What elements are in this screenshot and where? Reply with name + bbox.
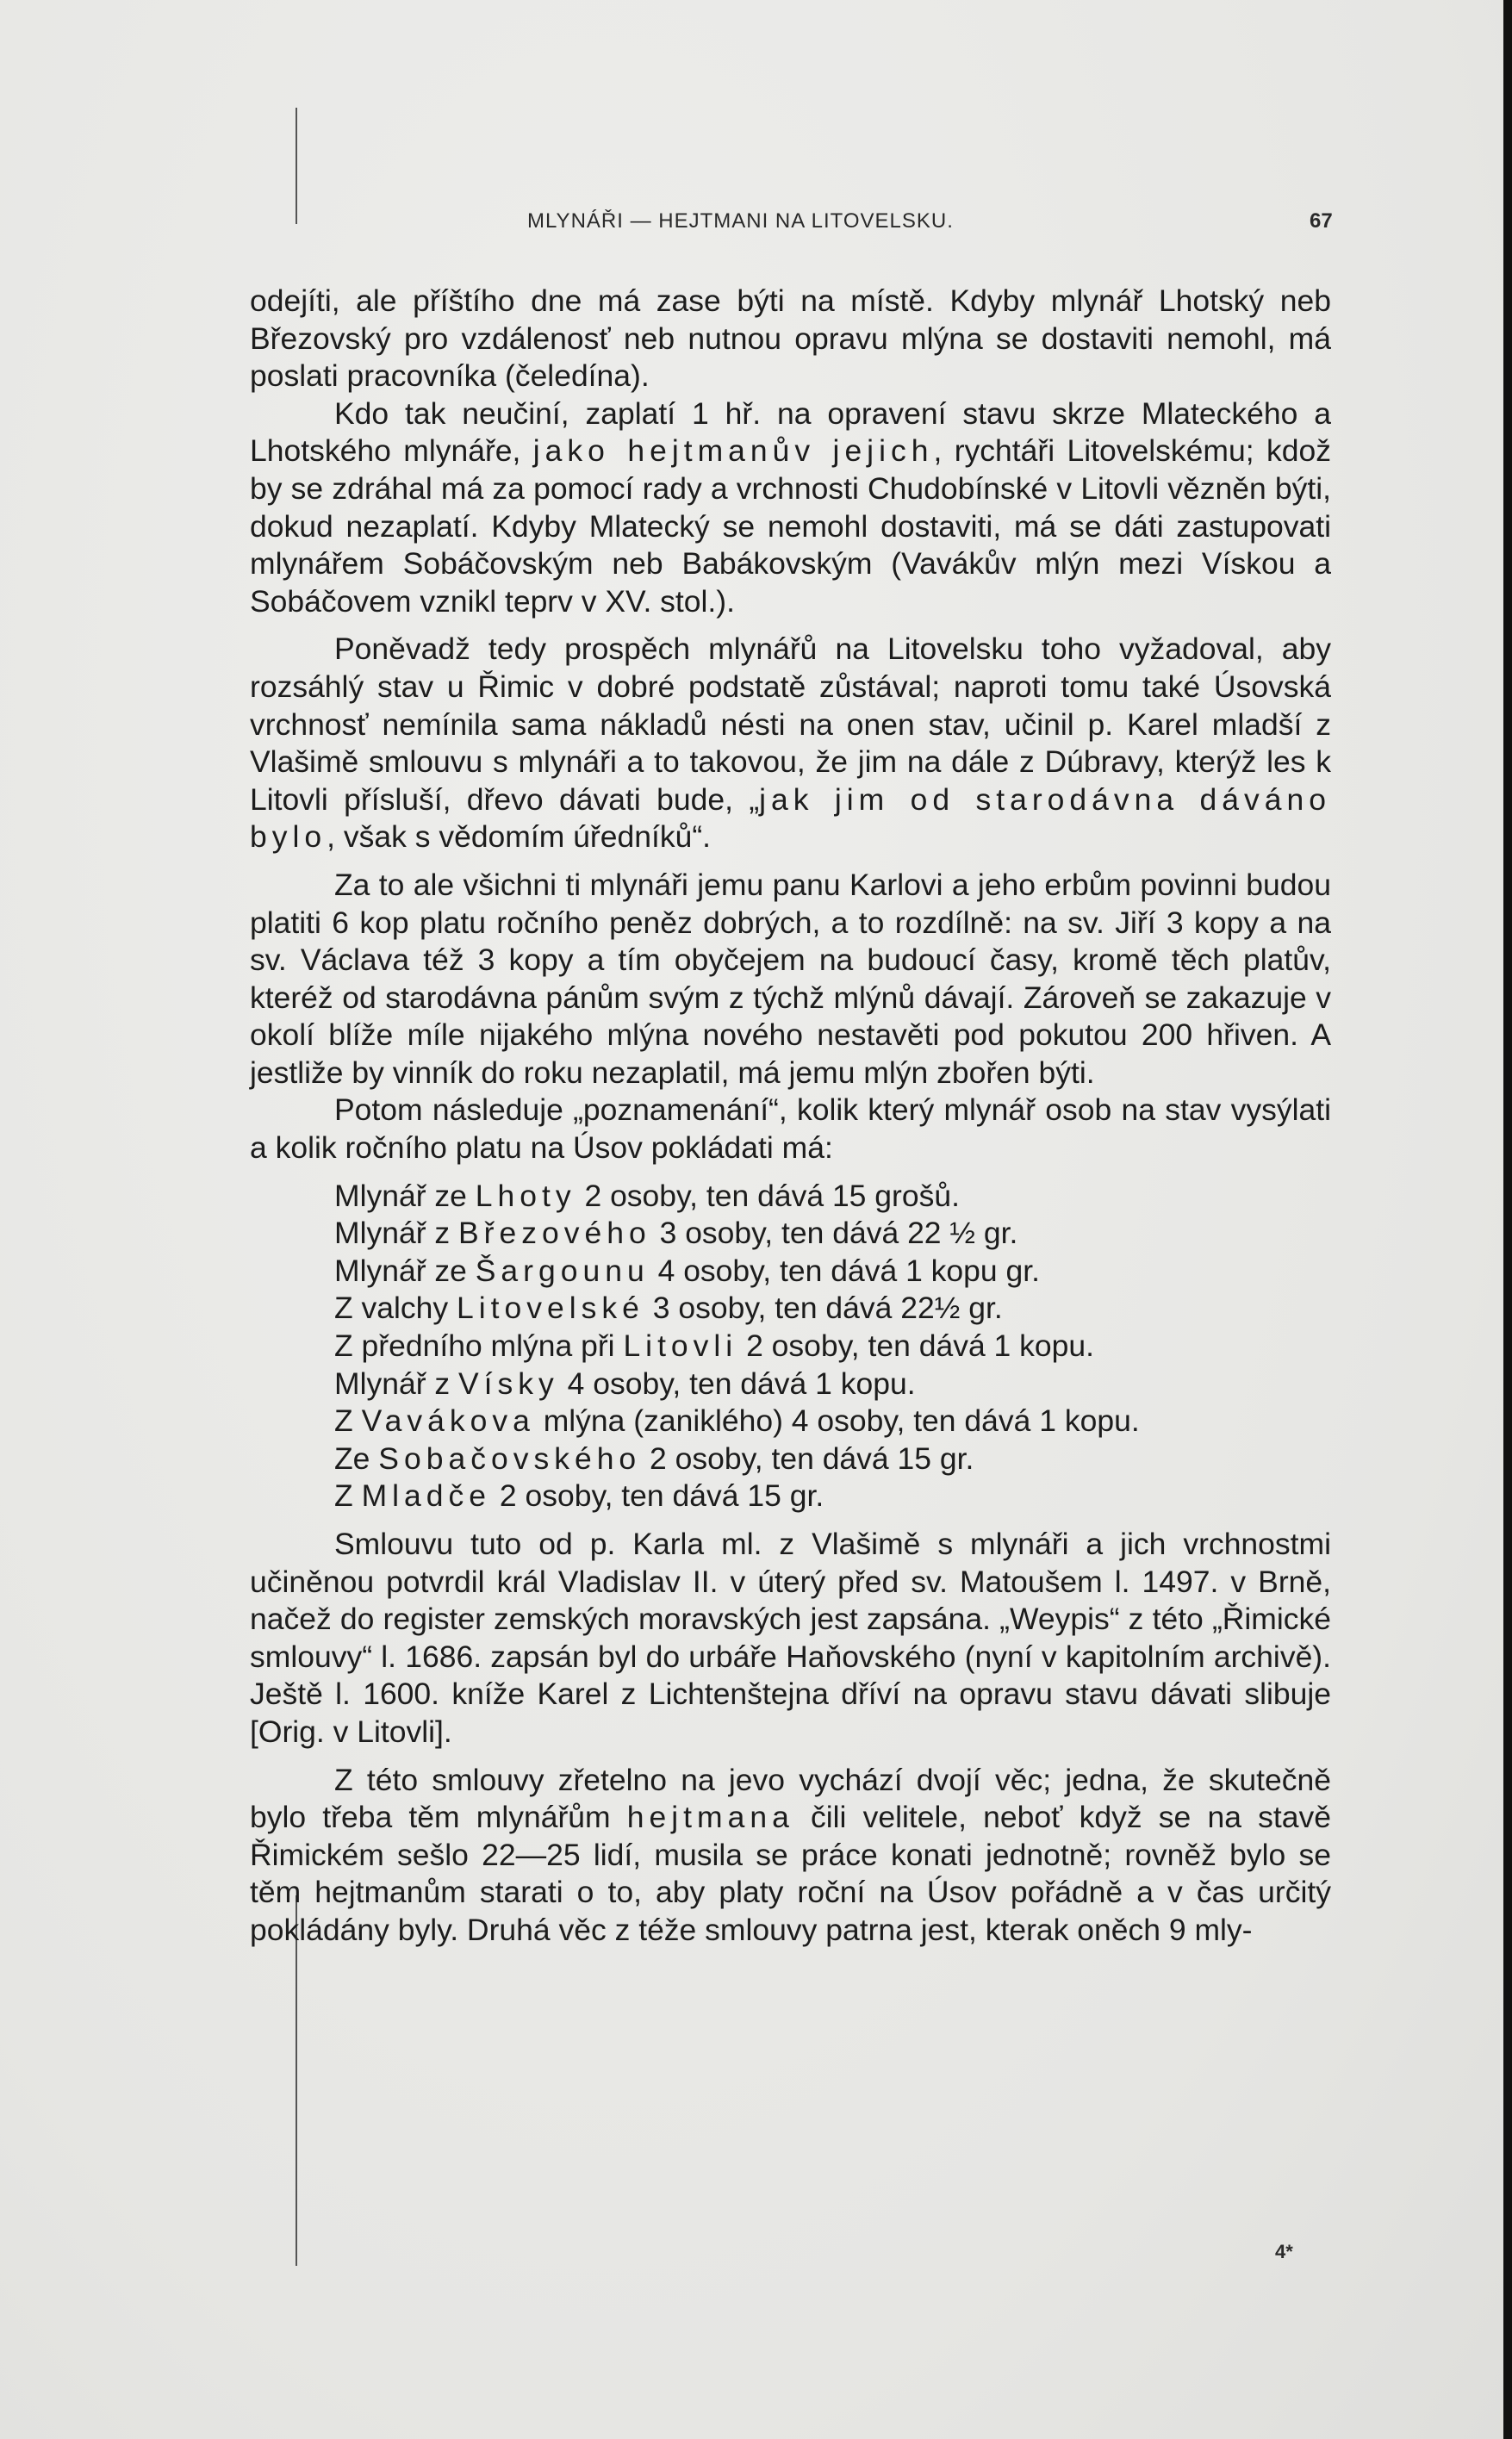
paragraph-2-spaced: jako hejtmanův jejich xyxy=(532,433,934,469)
paragraph-2-part: , rychtáři Litovelskému; kdož by se zdráhal má za pomocí rady a vrchnosti Chudobínské v Litovli vězněn býti, dokud nezaplatí. Kdyby Mlatecký se nemohl dostaviti, má se dáti zastupovati mlynářem Sobáčovským neb Babákovským (Vavákův mlýn mezi Vískou a Sobáčovem vznikl teprv v XV. stol.). xyxy=(250,433,1331,619)
paragraph-7 xyxy=(250,1762,1331,1950)
list-item: Z Mladče 2 osoby, ten dává 15 gr. xyxy=(334,1478,824,1514)
margin-rule-bottom xyxy=(296,1895,297,2266)
paragraph-3 xyxy=(250,631,1331,856)
page-header xyxy=(0,209,1512,244)
mill-list xyxy=(334,1178,1331,1515)
margin-rule-top xyxy=(296,108,297,224)
list-item: Z valchy Litovelské 3 osoby, ten dává 22½ gr. xyxy=(334,1291,1003,1326)
paragraph-3-part: Poněvadž tedy prospěch mlynářů na Litovelsku toho vyžadoval, aby rozsáhlý stav u Řimic v dobré podstatě zůstával; naproti tomu také Úsovská vrchnosť nemínila sama nákladů nésti na onen stav, učinil p. Karel mladší z Vlašimě smlouvu s mlynáři a to takovou, že jim na dále z Dúbravy, kterýž les k Litovli přísluší, dřevo dávati bude, „ xyxy=(250,632,1331,817)
signature-mark: 4* xyxy=(1275,2241,1293,2262)
paragraph-4: Za to ale všichni ti mlynáři jemu panu Karlovi a jeho erbům povinni budou platiti 6 kop platu ročního peněz dobrých, a to rozdílně: na sv. Jiří 3 kopy a na sv. Václava též 3 kopy a tím obyčejem na budoucí časy, kromě těch platův, kteréž od starodávna pánům svým z týchž mlýnů dávají. Zároveň se zakazuje v okolí blíže míle nijakého mlýna nového nestavěti pod pokutou 200 hřiven. A jestliže by vinník do roku nezaplatil, má jemu mlýn zbořen býti. xyxy=(250,867,1331,1090)
paragraph-5: Potom následuje „poznamenání“, kolik který mlynář osob na stav vysýlati a kolik ročního platu na Úsov pokládati má: xyxy=(250,1092,1331,1166)
paragraph-2 xyxy=(250,395,1331,621)
paragraph-3-spaced: jak jim od starodávna dáváno bylo xyxy=(250,781,1331,855)
paragraph-6: Smlouvu tuto od p. Karla ml. z Vlašimě s mlynáři a jich vrchnostmi učiněnou potvrdil král Vladislav II. v úterý před sv. Matoušem l. 1497. v Brně, načež do register zemských moravských jest zapsána. „Weypis“ z této „Řimické smlouvy“ l. 1686. zapsán byl do urbáře Haňovského (nyní v kapitolním archivě). Ještě l. 1600. kníže Karel z Lichtenštejna dříví na opravu stavu dávati slibuje [Orig. v Litovli]. xyxy=(250,1527,1331,1749)
paragraph-7-part: čili velitele, neboť když se na stavě Řimickém sešlo 22—25 lidí, musila se práce konati jednotně; rovněž bylo se těm hejtmanům starati o to, aby platy roční na Úsov pořádně a v čas určitý pokládány byly. Druhá věc z téže smlouvy patrna jest, kterak oněch 9 mly- xyxy=(250,1800,1331,1947)
paragraph-1: odejíti, ale příštího dne má zase býti na místě. Kdyby mlynář Lhotský neb Březovský pro vzdálenosť neb nutnou opravu mlýna se dostaviti nemohl, má poslati pracovníka (čeledína). xyxy=(250,283,1331,394)
paragraph-3-part: , však s vědomím úředníků“. xyxy=(327,819,712,855)
running-title: MLYNÁŘI — HEJTMANI NA LITOVELSKU. xyxy=(527,209,954,233)
paragraph-7-spaced: hejtmana xyxy=(626,1800,794,1835)
list-item: Mlynář z Vísky 4 osoby, ten dává 1 kopu. xyxy=(334,1366,916,1401)
list-item: Z Vavákova mlýna (zaniklého) 4 osoby, ten dává 1 kopu. xyxy=(334,1403,1140,1439)
body-text xyxy=(250,283,1331,1950)
list-item: Ze Sobačovského 2 osoby, ten dává 15 gr. xyxy=(334,1440,974,1476)
list-item: Mlynář ze Šargounu 4 osoby, ten dává 1 kopu gr. xyxy=(334,1253,1040,1288)
scan-edge xyxy=(1503,0,1512,2439)
paragraph-7-part: Z této smlouvy zřetelno na jevo vychází dvojí věc; jedna, že skutečně bylo třeba těm mlynářům xyxy=(250,1762,1331,1835)
list-item: Mlynář z Březového 3 osoby, ten dává 22 ½ gr. xyxy=(334,1216,1018,1251)
page-number: 67 xyxy=(1310,209,1333,233)
list-item: Mlynář ze Lhoty 2 osoby, ten dává 15 grošů. xyxy=(334,1178,960,1213)
paragraph-2-part: Kdo tak neučiní, zaplatí 1 hř. na opravení stavu skrze Mlateckého a Lhotského mlynáře, xyxy=(250,395,1331,469)
list-item: Z předního mlýna při Litovli 2 osoby, ten dává 1 kopu. xyxy=(334,1328,1094,1364)
